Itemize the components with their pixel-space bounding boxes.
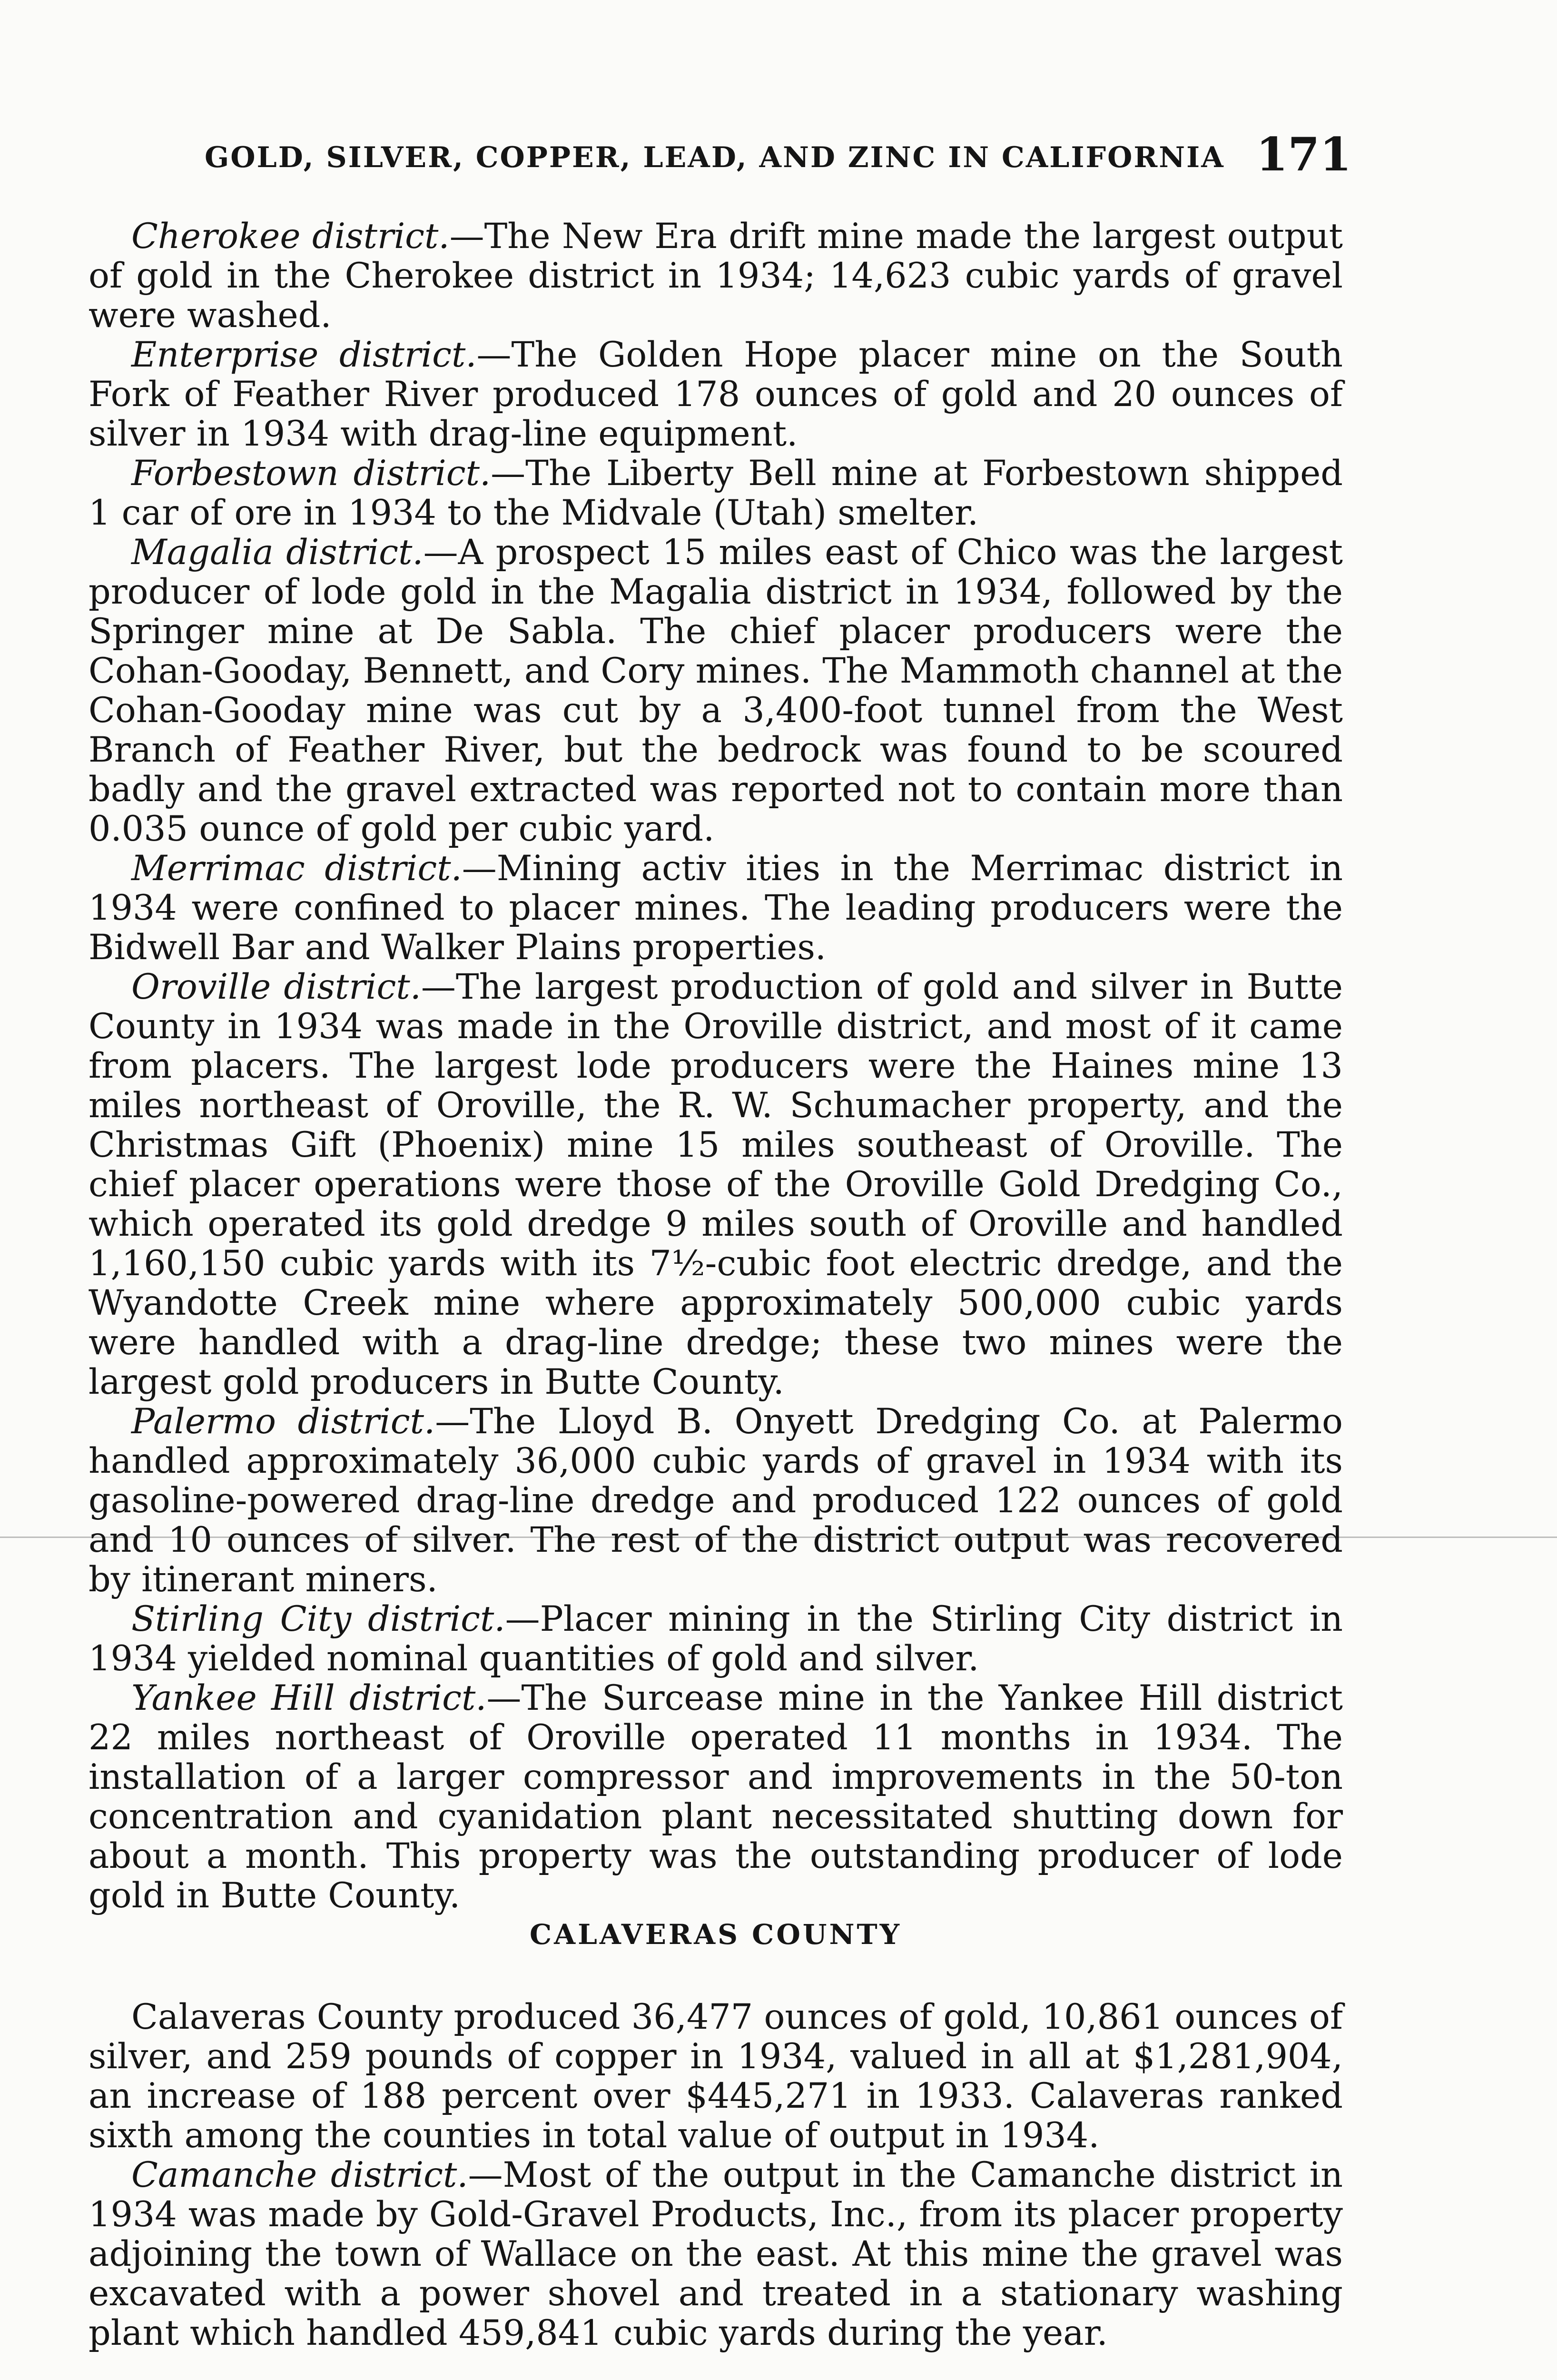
district-label: Magalia district.: [131, 532, 424, 573]
paragraph-enterprise: [89, 335, 1343, 454]
butte-county-districts: [89, 217, 1343, 1915]
paragraph-text: —Placer mining in the Stirling City district in 1934 yielded nominal quantities of gold and silver.: [89, 1599, 1343, 1679]
paragraph-magalia: [89, 533, 1343, 849]
district-label: Cherokee district.: [131, 216, 450, 257]
page-number: 171: [1256, 128, 1351, 181]
section-heading-calaveras: CALAVERAS COUNTY: [529, 1918, 902, 1951]
district-label: Forbestown district.: [131, 453, 491, 494]
district-label: Yankee Hill district.: [131, 1678, 487, 1718]
paragraph-text: —The largest production of gold and silver in Butte County in 1934 was made in the Oroville district, and most of it came from placers. The largest lode producers were the Haines mine 13 miles northeast of Oroville, the R. W. Schumacher property, and the Christmas Gift (Phoenix) mine 15 miles southeast of Oroville. The chief placer operations were those of the Oroville Gold Dredging Co., which operated its gold dredge 9 miles south of Oroville and handled 1,160,150 cubic yards with its 7½-cubic foot electric dredge, and the Wyandotte Creek mine where approximately 500,000 cubic yards were handled with a drag-line dredge; these two mines were the largest gold producers in Butte County.: [89, 967, 1343, 1402]
paragraph-text: —The Golden Hope placer mine on the South Fork of Feather River produced 178 ounces of gold and 20 ounces of silver in 1934 with drag-line equipment.: [89, 335, 1343, 454]
paragraph-oroville: [89, 967, 1343, 1402]
district-label: Stirling City district.: [131, 1599, 505, 1639]
district-label: Enterprise district.: [131, 335, 477, 375]
paragraph-text: —The Lloyd B. Onyett Dredging Co. at Palermo handled approximately 36,000 cubic yards of gravel in 1934 with its gasoline-powered drag-line dredge and produced 122 ounces of gold and 10 ounces of silver. The rest of the district output was recovered by itinerant miners.: [89, 1401, 1343, 1600]
paragraph-cherokee: [89, 217, 1343, 335]
body-text: [89, 217, 1343, 2353]
paragraph-text: —The Liberty Bell mine at Forbestown shipped 1 car of ore in 1934 to the Midvale (Utah) smelter.: [89, 453, 1343, 533]
paragraph-text: —The New Era drift mine made the largest output of gold in the Cherokee district in 1934; 14,623 cubic yards of gravel were washed.: [89, 216, 1343, 336]
paragraph-merrimac: [89, 849, 1343, 967]
calaveras-county-section: [89, 1997, 1343, 2353]
paragraph-text: —A prospect 15 miles east of Chico was the largest producer of lode gold in the Magalia district in 1934, followed by the Springer mine at De Sabla. The chief placer producers were the Cohan-Gooday, Bennett, and Cory mines. The Mammoth channel at the Cohan-Gooday mine was cut by a 3,400-foot tunnel from the West Branch of Feather River, but the bedrock was found to be scoured badly and the gravel extracted was reported not to contain more than 0.035 ounce of gold per cubic yard.: [89, 532, 1343, 849]
district-label: Oroville district.: [131, 967, 421, 1007]
paragraph-forbestown: [89, 454, 1343, 533]
running-header: [205, 128, 1351, 180]
district-label: Camanche district.: [131, 2155, 468, 2195]
paragraph-calaveras-summary: [89, 1997, 1343, 2155]
district-label: Merrimac district.: [131, 848, 462, 889]
running-title: GOLD, SILVER, COPPER, LEAD, AND ZINC IN CALIFORNIA: [205, 141, 1225, 174]
district-label: Palermo district.: [131, 1401, 435, 1442]
paragraph-camanche: [89, 2155, 1343, 2353]
paragraph-stirling-city: [89, 1599, 1343, 1678]
paragraph-palermo: [89, 1402, 1343, 1599]
paragraph-text: —Mining activ ities in the Merrimac district in 1934 were confined to placer mines. The leading producers were the Bidwell Bar and Walker Plains properties.: [89, 848, 1343, 968]
paragraph-text: —The Surcease mine in the Yankee Hill district 22 miles northeast of Oroville operated 11 months in 1934. The installation of a larger compressor and improvements in the 50-ton concentration and cyanidation plant necessitated shutting down for about a month. This property was the outstanding producer of lode gold in Butte County.: [89, 1678, 1343, 1916]
paragraph-text: —Most of the output in the Camanche district in 1934 was made by Gold-Gravel Products, Inc., from its placer property adjoining the town of Wallace on the east. At this mine the gravel was excavated with a power shovel and treated in a stationary washing plant which handled 459,841 cubic yards during the year.: [89, 2155, 1343, 2353]
paragraph-text: Calaveras County produced 36,477 ounces of gold, 10,861 ounces of silver, and 259 pounds of copper in 1934, valued in all at $1,281,904, an increase of 188 percent over $445,271 in 1933. Calaveras ranked sixth among the counties in total value of output in 1934.: [89, 1997, 1343, 2156]
paragraph-yankee-hill: [89, 1678, 1343, 1915]
